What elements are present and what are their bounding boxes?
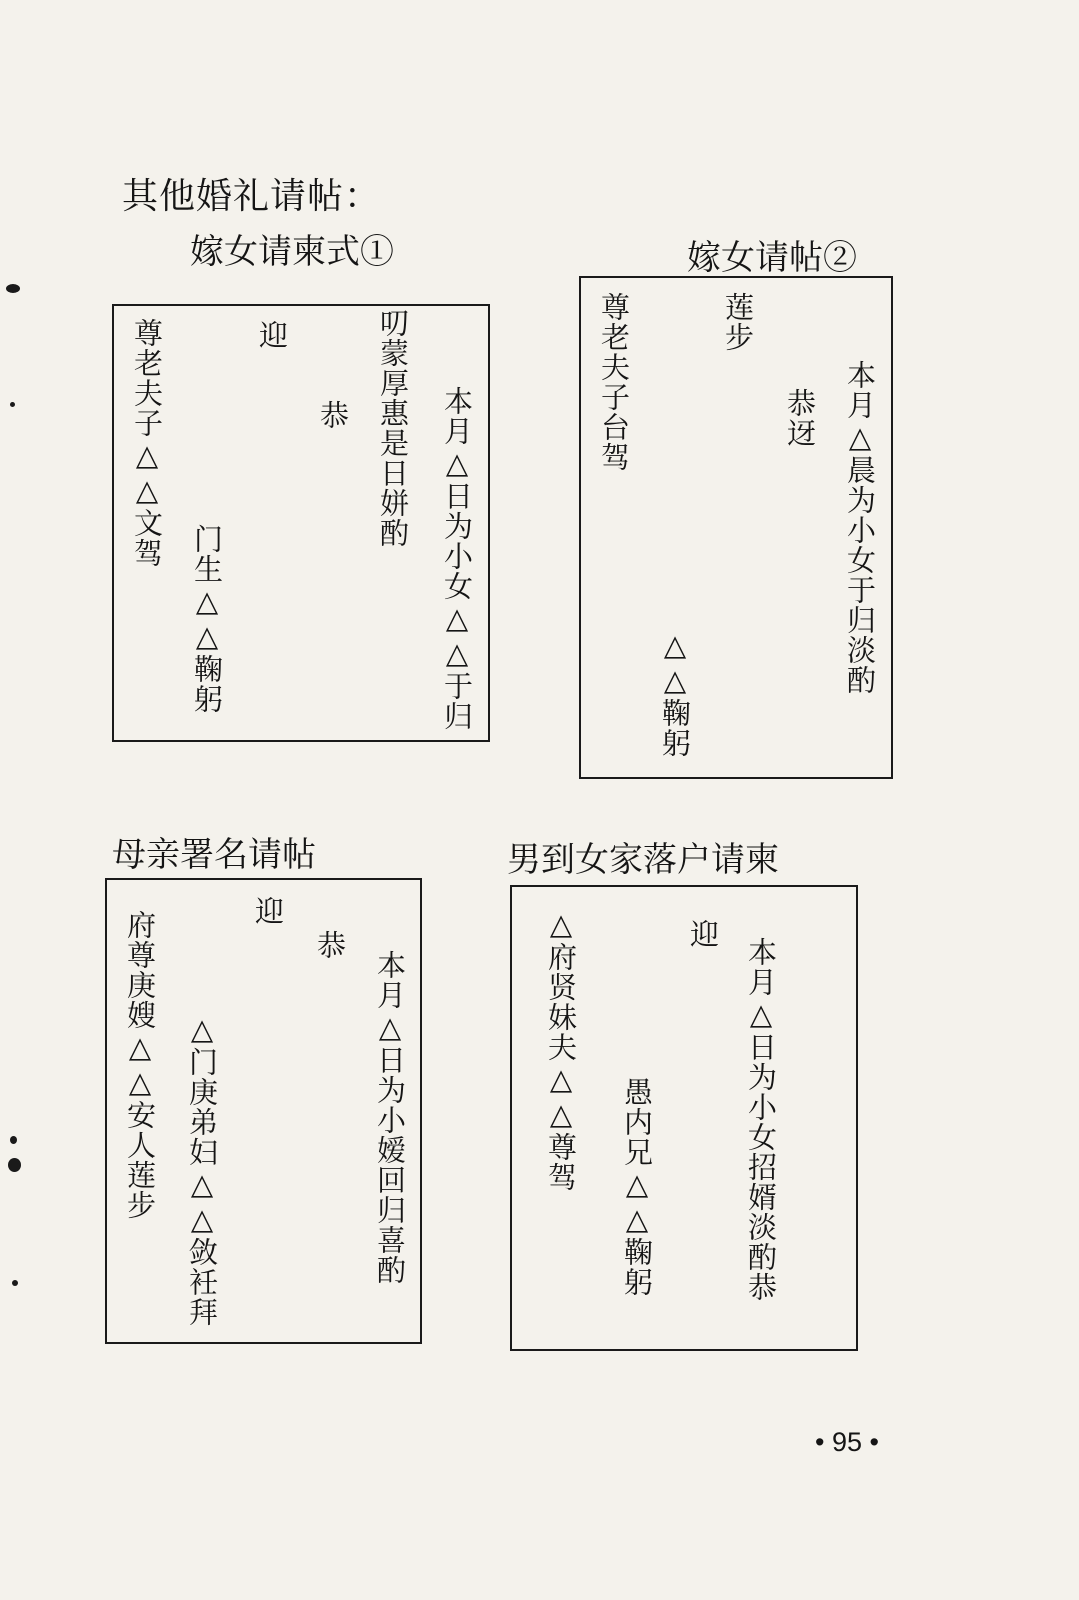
card-2-invitation: [579, 276, 893, 779]
card-4-column-3: 愚内兄△△鞠躬: [620, 1077, 654, 1297]
card-1-column-2: 叨蒙厚惠是日姘酌: [376, 308, 410, 548]
page-title: 其他婚礼请帖：: [122, 176, 382, 217]
card-1-column-1: 本月△日为小女△△于归: [440, 386, 474, 731]
card-4-column-1: 本月△日为小女招婿淡酌恭: [744, 937, 778, 1302]
page-number: • 95 •: [815, 1427, 879, 1457]
card-1-column-3: 恭: [316, 400, 350, 430]
card-4-column-4: △府贤妹夫△△尊驾: [544, 907, 578, 1192]
card-3-column-3: 迎: [251, 896, 285, 926]
card-3-column-1: 本月△日为小嫒回归喜酌: [373, 950, 407, 1285]
card-4-column-2: 迎: [686, 919, 720, 949]
card-4-heading: 男到女家落户请柬: [507, 840, 779, 880]
scan-speck: [12, 1280, 18, 1286]
card-2-column-1: 本月△晨为小女于归淡酌: [843, 360, 877, 695]
card-3-column-2: 恭: [313, 930, 347, 960]
card-3-invitation: [105, 878, 422, 1344]
card-3-column-5: 府尊庚嫂△△安人莲步: [123, 910, 157, 1220]
card-4-invitation: [510, 885, 858, 1351]
card-1-column-4: 迎: [255, 320, 289, 350]
card-1-column-6: 尊老夫子△△文驾: [130, 318, 164, 568]
scan-speck: [10, 402, 15, 407]
card-1-column-5: 门生△△鞠躬: [190, 524, 224, 714]
card-1-heading: 嫁女请柬式①: [190, 232, 394, 272]
card-2-column-4: △△鞠躬: [658, 628, 692, 758]
scan-speck: [8, 1158, 21, 1172]
card-2-column-2: 恭迓: [783, 388, 817, 448]
scan-speck: [10, 1136, 17, 1144]
card-3-heading: 母亲署名请帖: [112, 835, 316, 875]
card-2-heading: 嫁女请帖②: [687, 238, 857, 278]
card-2-column-5: 尊老夫子台驾: [597, 292, 631, 472]
scan-speck: [6, 284, 20, 293]
card-3-column-4: △门庚弟妇△△敛衽拜: [185, 1012, 219, 1327]
card-2-column-3: 莲步: [721, 292, 755, 352]
card-1-invitation: [112, 304, 490, 742]
